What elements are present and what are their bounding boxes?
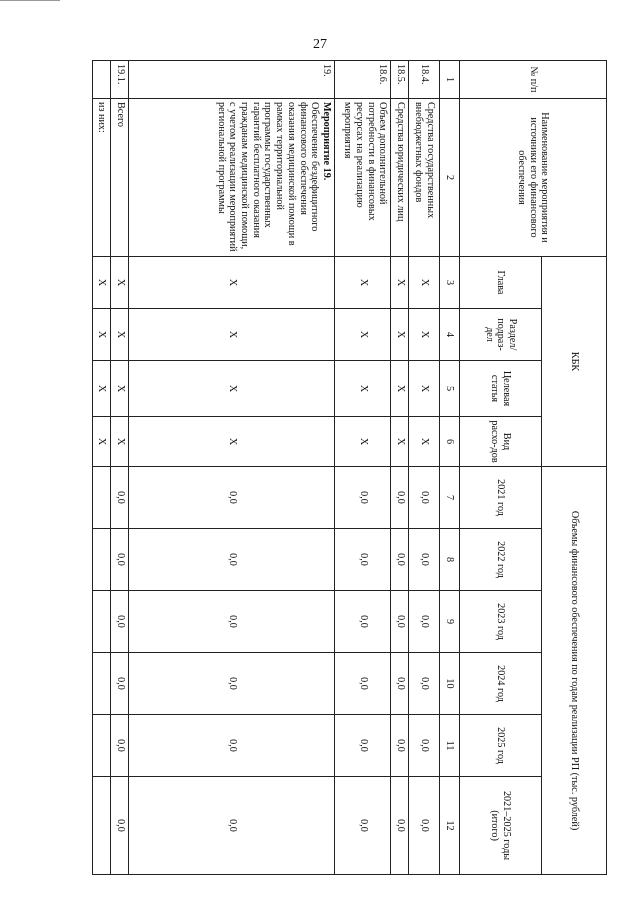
cell-razdel: X (129, 309, 335, 361)
cell-2023: 0,0 (391, 591, 409, 653)
cell-vid: X (93, 417, 111, 467)
row-name-cell (129, 99, 335, 257)
cell-2025: 0,0 (409, 715, 440, 777)
cell-2025: 0,0 (111, 715, 129, 777)
cell-2025 (93, 715, 111, 777)
col-number: 11 (440, 715, 459, 777)
cell-vid: X (335, 417, 391, 467)
header-kbk: КБК (542, 257, 607, 467)
cell-tselevaya: X (391, 361, 409, 417)
cell-2021: 0,0 (129, 467, 335, 529)
table-row (129, 61, 335, 875)
header-volumes: Объемы финансового обеспечения по годам реализации РП (тыс. рублей) (542, 467, 607, 875)
cell-2022 (93, 529, 111, 591)
cell-2021: 0,0 (111, 467, 129, 529)
cell-vid: X (111, 417, 129, 467)
col-number: 8 (440, 529, 459, 591)
cell-2023: 0,0 (129, 591, 335, 653)
page-edge-line (0, 0, 60, 1)
cell-2023 (93, 591, 111, 653)
row-name-bold: Мероприятие 19. (321, 102, 333, 181)
cell-glava: X (391, 257, 409, 309)
header-name: Наименование мероприятия и источники его финансового обеспечения (459, 99, 606, 257)
cell-2024: 0,0 (409, 653, 440, 715)
cell-tselevaya: X (409, 361, 440, 417)
table-row (391, 61, 409, 875)
col-number: 2 (440, 99, 459, 257)
cell-total: 0,0 (111, 777, 129, 875)
cell-2024: 0,0 (111, 653, 129, 715)
col-number: 4 (440, 309, 459, 361)
cell-2024: 0,0 (129, 653, 335, 715)
cell-2022: 0,0 (111, 529, 129, 591)
cell-2021 (93, 467, 111, 529)
cell-tselevaya: X (129, 361, 335, 417)
header-2021: 2021 год (459, 467, 541, 529)
cell-total (93, 777, 111, 875)
cell-razdel: X (335, 309, 391, 361)
row-num: 18.5. (391, 61, 409, 99)
financing-table (92, 60, 607, 875)
cell-2022: 0,0 (129, 529, 335, 591)
cell-2024 (93, 653, 111, 715)
col-number: 3 (440, 257, 459, 309)
header-razdel: Раздел/ подраз-дел (459, 309, 541, 361)
header-2022: 2022 год (459, 529, 541, 591)
row-name: Средства юридических лиц (391, 99, 409, 257)
row-name: Всего (111, 99, 129, 257)
row-num: 19.1. (111, 61, 129, 99)
cell-2023: 0,0 (409, 591, 440, 653)
header-tselevaya: Целевая статья (459, 361, 541, 417)
header-2024: 2024 год (459, 653, 541, 715)
cell-2021: 0,0 (335, 467, 391, 529)
col-number: 5 (440, 361, 459, 417)
cell-glava: X (93, 257, 111, 309)
table-row (111, 61, 129, 875)
cell-razdel: X (391, 309, 409, 361)
page-number: 27 (313, 37, 327, 52)
row-num: 18.4. (409, 61, 440, 99)
col-number: 9 (440, 591, 459, 653)
cell-total: 0,0 (391, 777, 409, 875)
table-row (409, 61, 440, 875)
table-row (335, 61, 391, 875)
header-glava: Глава (459, 257, 541, 309)
row-name: из них: (93, 99, 111, 257)
header-total: 2021–2025 годы (итого) (459, 777, 541, 875)
cell-total: 0,0 (335, 777, 391, 875)
cell-vid: X (409, 417, 440, 467)
cell-glava: X (335, 257, 391, 309)
cell-2022: 0,0 (335, 529, 391, 591)
header-2025: 2025 год (459, 715, 541, 777)
cell-razdel: X (111, 309, 129, 361)
column-number-row (440, 61, 459, 875)
cell-vid: X (391, 417, 409, 467)
cell-glava: X (111, 257, 129, 309)
row-name: Средства государственных внебюджетных фондов (409, 99, 440, 257)
header-num: № п/п (459, 61, 606, 99)
cell-glava: X (129, 257, 335, 309)
cell-2025: 0,0 (391, 715, 409, 777)
row-num (93, 61, 111, 99)
row-num: 18.6. (335, 61, 391, 99)
cell-tselevaya: X (335, 361, 391, 417)
cell-2023: 0,0 (111, 591, 129, 653)
row-num: 19. (129, 61, 335, 99)
row-name: Объем дополнительной потребности в финансовых ресурсах на реализацию мероприятия (335, 99, 391, 257)
col-number: 7 (440, 467, 459, 529)
table-row (93, 61, 111, 875)
col-number: 6 (440, 417, 459, 467)
rotated-table-container (92, 60, 607, 874)
cell-vid: X (129, 417, 335, 467)
col-number: 12 (440, 777, 459, 875)
cell-2023: 0,0 (335, 591, 391, 653)
cell-2024: 0,0 (391, 653, 409, 715)
cell-tselevaya: X (93, 361, 111, 417)
col-number: 10 (440, 653, 459, 715)
cell-2021: 0,0 (409, 467, 440, 529)
cell-2025: 0,0 (335, 715, 391, 777)
cell-tselevaya: X (111, 361, 129, 417)
cell-total: 0,0 (409, 777, 440, 875)
col-number: 1 (440, 61, 459, 99)
header-2023: 2023 год (459, 591, 541, 653)
cell-razdel: X (93, 309, 111, 361)
cell-2021: 0,0 (391, 467, 409, 529)
cell-razdel: X (409, 309, 440, 361)
header-vid: Вид расхо-дов (459, 417, 541, 467)
cell-total: 0,0 (129, 777, 335, 875)
row-name: Обеспечение бездефицитного финансового обеспечения оказания медицинской помощи в рамках территориальной программы государственных гарантий бесплатного оказания гражданам медицинской помощи, с учетом реализации мероприятий региональной программы (215, 102, 321, 252)
cell-2024: 0,0 (335, 653, 391, 715)
cell-2025: 0,0 (129, 715, 335, 777)
cell-2022: 0,0 (409, 529, 440, 591)
cell-glava: X (409, 257, 440, 309)
cell-2022: 0,0 (391, 529, 409, 591)
